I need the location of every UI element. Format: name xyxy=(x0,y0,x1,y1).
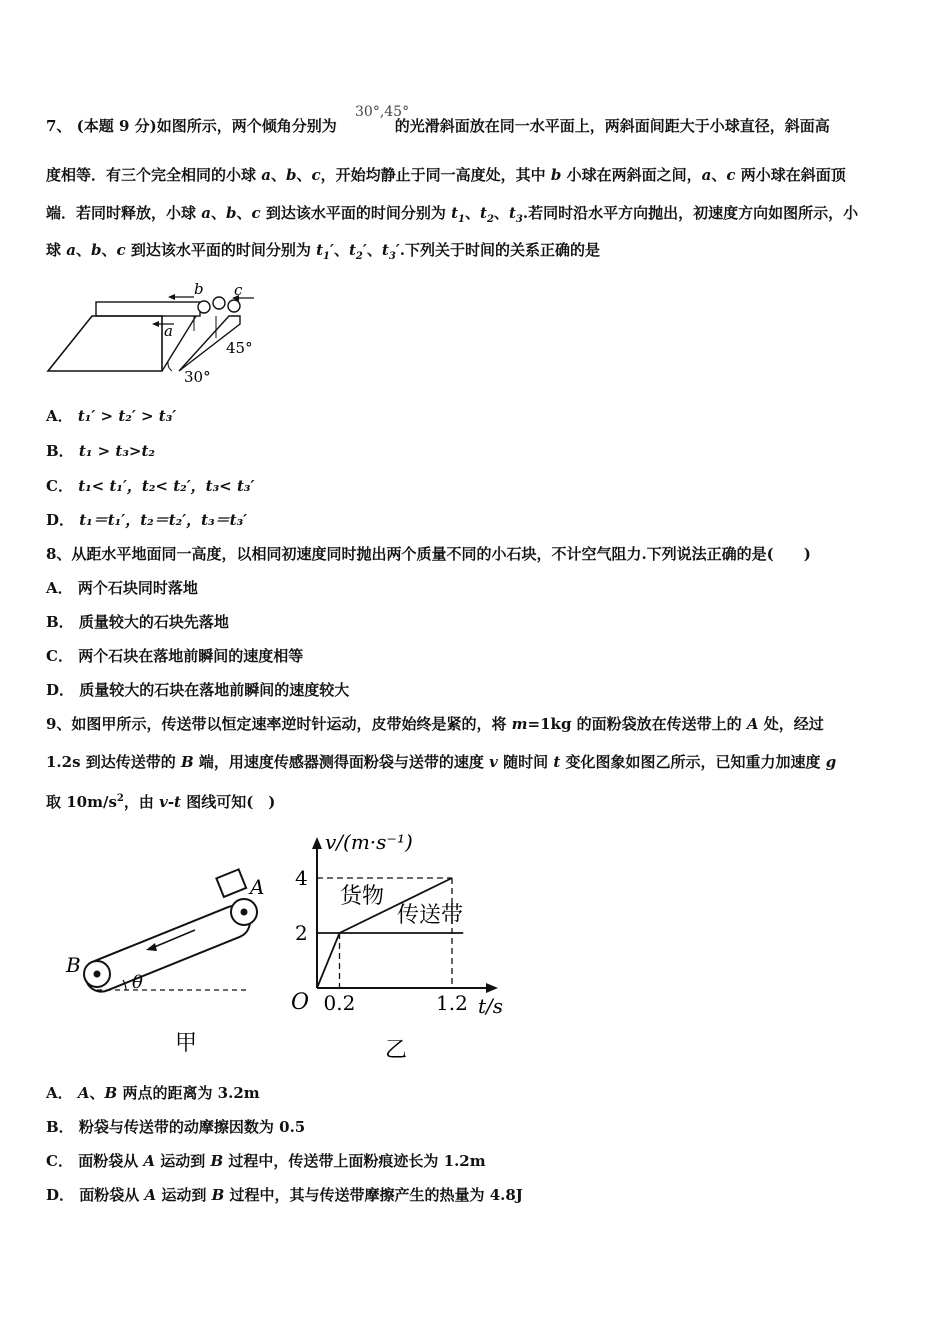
q8-option-b[interactable]: B． 质量较大的石块先落地 xyxy=(46,613,229,631)
q7-score-tag: (本题 9 分) xyxy=(76,117,157,135)
q9-option-b[interactable]: B． 粉袋与传送带的动摩擦因数为 0.5 xyxy=(46,1118,306,1136)
y-tick-label: 4 xyxy=(295,866,308,890)
q9-line-1: 9、如图甲所示，传送带以恒定速率逆时针运动，皮带始终是紧的，将 m=1kg 的面粉袋放在传送带上的 A 处，经过 xyxy=(46,715,824,733)
q7-line-1: 7、 (本题 9 分)如图所示，两个倾角分别为 的光滑斜面放在同一水平面上，两斜面间距大于小球直径，斜面高 xyxy=(46,117,830,135)
label-c: c xyxy=(234,281,243,299)
angle-45-label: 45° xyxy=(226,339,253,357)
label-a: a xyxy=(164,322,173,340)
q8-option-a[interactable]: A． 两个石块同时落地 xyxy=(46,579,198,597)
x-tick-label: 0.2 xyxy=(323,991,356,1015)
q7-line-2: 度相等．有三个完全相同的小球 a、b、c，开始均静止于同一高度处，其中 b 小球在两斜面之间，a、c 两小球在斜面顶 xyxy=(46,166,846,184)
caption-jia: 甲 xyxy=(175,1031,198,1056)
q8-stem: 8、从距水平地面同一高度，以相同初速度同时抛出两个质量不同的小石块，不计空气阻力.下列说法正确的是( ) xyxy=(46,545,811,563)
ball-b xyxy=(213,297,225,309)
belt-direction-arrow xyxy=(152,930,195,948)
q9-conveyor-figure xyxy=(60,860,270,1060)
caption-yi: 乙 xyxy=(385,1038,408,1060)
q9-option-a[interactable]: A． A、B 两点的距离为 3.2m xyxy=(46,1084,260,1102)
label-B: B xyxy=(66,953,81,977)
x-tick-label: 1.2 xyxy=(436,991,468,1015)
origin-label: O xyxy=(291,990,310,1015)
top-platform xyxy=(96,302,200,316)
q7-line-4: 球 a、b、c 到达该水平面的时间分别为 $t_1'$、$t_2'$、$t_3'$.下列关于时间的关系正确的是 xyxy=(46,241,600,262)
q9-option-c[interactable]: C． 面粉袋从 A 运动到 B 过程中，传送带上面粉痕迹长为 1.2m xyxy=(46,1152,486,1170)
x-axis-label: t/s xyxy=(478,994,504,1018)
q7-option-b[interactable]: B． t₁ > t₃>t₂ xyxy=(46,442,155,460)
theta-label: θ xyxy=(132,972,143,993)
y-axis-label: v/(m·s⁻¹) xyxy=(325,830,413,854)
belt-label: 传送带 xyxy=(397,903,464,928)
q7-number: 7、 xyxy=(46,117,72,135)
q7-option-a[interactable]: A． t₁′ > t₂′ > t₃′ xyxy=(46,407,177,425)
q8-option-d[interactable]: D． 质量较大的石块在落地前瞬间的速度较大 xyxy=(46,681,350,699)
label-A: A xyxy=(250,875,265,899)
q7-option-d[interactable]: D． t₁＝t₁′，t₂＝t₂′，t₃＝t₃′ xyxy=(46,511,248,529)
q9-vt-chart xyxy=(285,825,525,1060)
ball-a xyxy=(198,301,210,313)
q9-line-3: 取 $10m/s^2$，由 v-t 图线可知( ) xyxy=(46,793,276,811)
q9-line-2: 1.2s 到达传送带的 B 端，用速度传感器测得面粉袋与送带的速度 v 随时间 t 变化图象如图乙所示，已知重力加速度 g xyxy=(46,753,837,771)
angle-30-label: 30° xyxy=(184,368,211,386)
q7-angles: 30°,45° xyxy=(355,104,410,120)
q7-line-3: 端．若同时释放，小球 a、b、c 到达该水平面的时间分别为 $t_1$、$t_2$、$t_3$.若同时沿水平方向抛出，初速度方向如图所示，小 xyxy=(46,204,859,225)
q7-incline-figure xyxy=(44,276,274,391)
ball-c xyxy=(228,300,240,312)
label-b: b xyxy=(194,280,204,298)
y-tick-label: 2 xyxy=(295,921,308,945)
q9-option-d[interactable]: D． 面粉袋从 A 运动到 B 过程中，其与传送带摩擦产生的热量为 4.8J xyxy=(46,1186,523,1204)
flour-bag xyxy=(216,869,246,897)
cargo-label: 货物 xyxy=(340,884,385,909)
q8-option-c[interactable]: C． 两个石块在落地前瞬间的速度相等 xyxy=(46,647,304,665)
q7-option-c[interactable]: C． t₁< t₁′，t₂< t₂′，t₃< t₃′ xyxy=(46,477,255,495)
left-incline xyxy=(48,316,162,371)
